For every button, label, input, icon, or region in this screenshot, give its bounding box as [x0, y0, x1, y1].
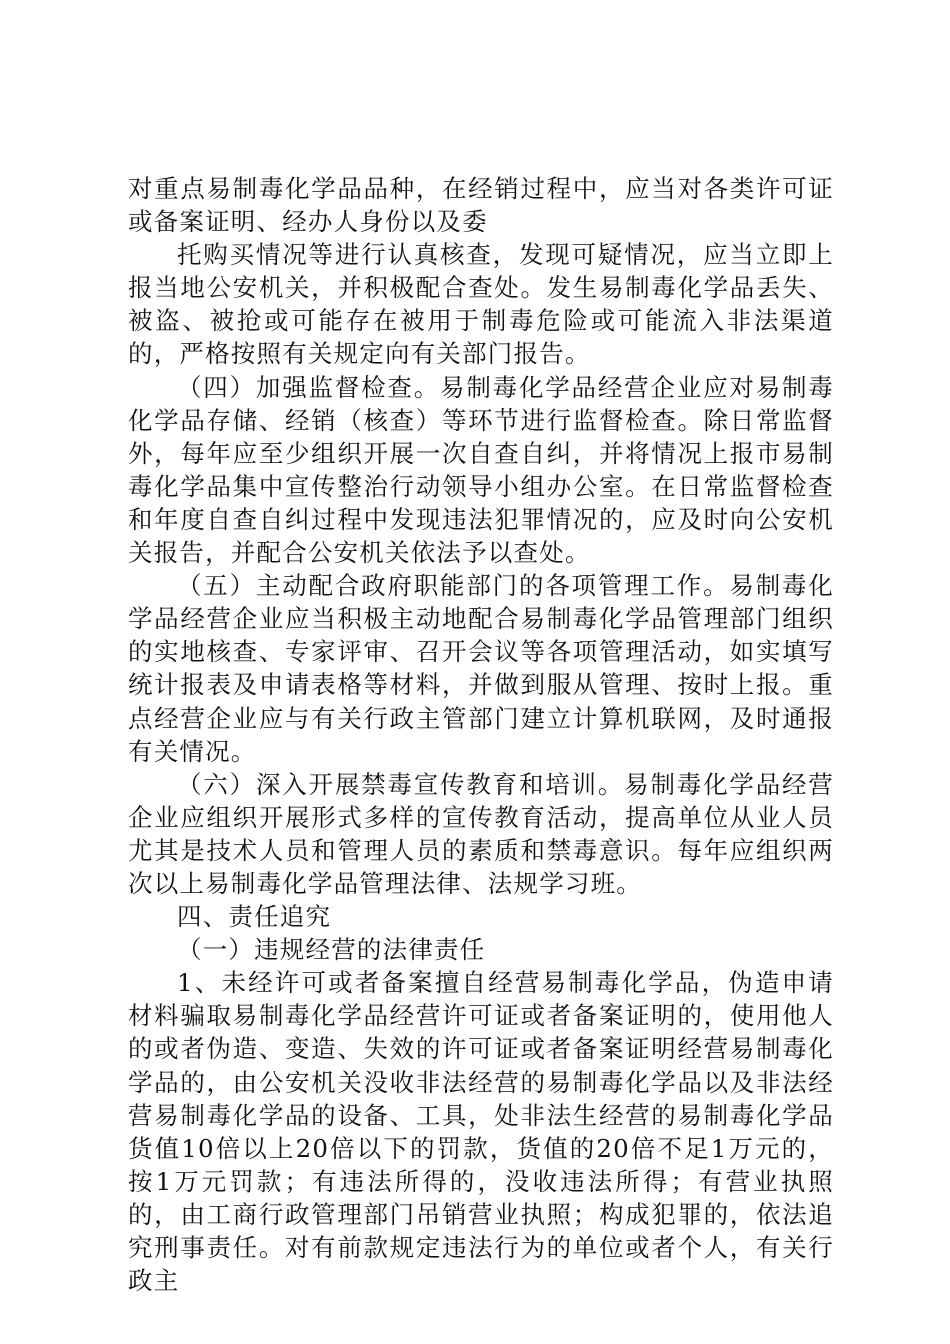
subheading-legal-liability: （一）违规经营的法律责任 — [177, 935, 486, 965]
heading-accountability: 四、责任追究 — [177, 902, 332, 932]
paragraph-section-5-cooperation: （五）主动配合政府职能部门的各项管理工作。易制毒化学品经营企业应当积极主动地配合易制毒化学品管理部门组织的实地核查、专家评审、召开会议等各项管理活动，如实填写统计报表及申请表格等材料，并做到服从管理、按时上报。重点经营企业应与有关行政主管部门建立计算机联网，及时通报有关情况。 — [128, 571, 834, 766]
paragraph-verification: 托购买情况等进行认真核查，发现可疑情况，应当立即上报当地公安机关，并积极配合查处。发生易制毒化学品丢失、被盗、被抢或可能存在被用于制毒危险或可能流入非法渠道的，严格按照有关规定向有关部门报告。 — [128, 240, 834, 369]
paragraph-section-6-education: （六）深入开展禁毒宣传教育和培训。易制毒化学品经营企业应组织开展形式多样的宣传教育活动，提高单位从业人员尤其是技术人员和管理人员的素质和禁毒意识。每年应组织两次以上易制毒化学品管理法律、法规学习班。 — [128, 769, 834, 898]
document-body — [128, 172, 834, 1297]
paragraph-section-4-supervision: （四）加强监督检查。易制毒化学品经营企业应对易制毒化学品存储、经销（核查）等环节进行监督检查。除日常监督外，每年应至少组织开展一次自查自纠，并将情况上报市易制毒化学品集中宣传整治行动领导小组办公室。在日常监督检查和年度自查自纠过程中发现违法犯罪情况的，应及时向公安机关报告，并配合公安机关依法予以查处。 — [128, 372, 834, 568]
paragraph-continuation: 对重点易制毒化学品品种，在经销过程中，应当对各类许可证或备案证明、经办人身份以及委 — [128, 174, 834, 237]
paragraph-item-1: 1、未经许可或者备案擅自经营易制毒化学品，伪造申请材料骗取易制毒化学品经营许可证或者备案证明的，使用他人的或者伪造、变造、失效的许可证或者备案证明经营易制毒化学品的，由公安机关没收非法经营的易制毒化学品以及非法经营易制毒化学品的设备、工具，处非法生经营的易制毒化学品货值10倍以上20倍以下的罚款，货值的20倍不足1万元的，按1万元罚款；有违法所得的，没收违法所得；有营业执照的，由工商行政管理部门吊销营业执照；构成犯罪的，依法追究刑事责任。对有前款规定违法行为的单位或者个人，有关行政主 — [128, 968, 834, 1296]
